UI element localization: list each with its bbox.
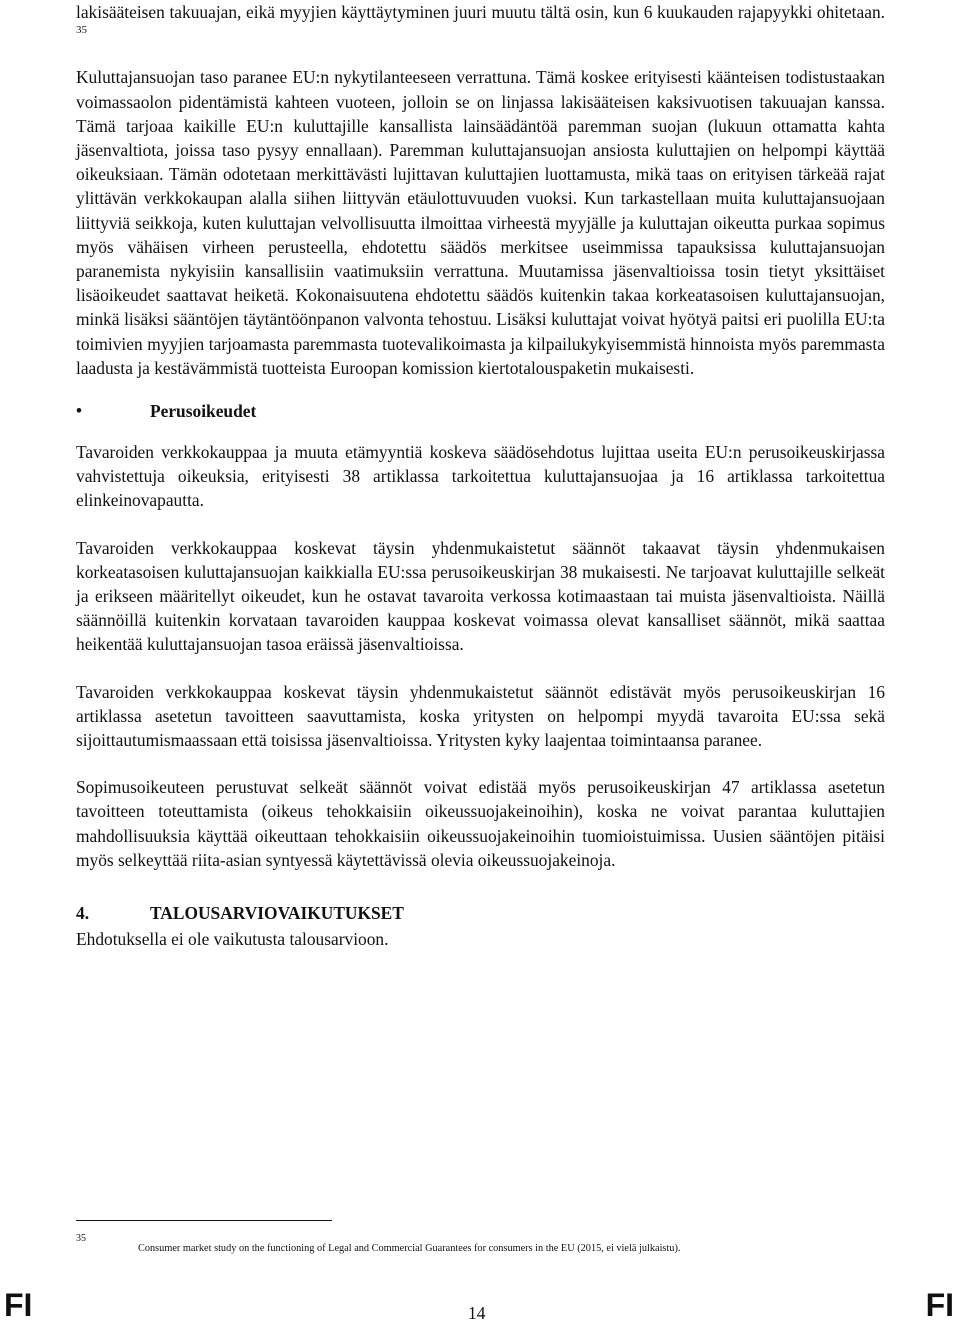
document-page <box>76 0 885 951</box>
bullet-icon: • <box>76 401 82 421</box>
paragraph-rights-4: Sopimusoikeuteen perustuvat selkeät säännöt voivat edistää myös perusoikeuskirjan 47 artiklassa asetetun tavoitteen toteuttamista (oikeus tehokkaisiin oikeussuojakeinoihin), koska ne voivat parantaa kuluttajien mahdollisuuksia käyttää oikeuttaan tehokkaisiin oikeussuojakeinoihin tuomioistuimissa. Uusien sääntöjen pitäisi myös selkeyttää riita-asian syntyessä käytettävissä olevia oikeussuojakeinoja. <box>76 777 885 870</box>
footnote-text: Consumer market study on the functioning of Legal and Commercial Guarantees for consumers in the EU (2015, ei vielä julkaistu). <box>138 1243 681 1254</box>
paragraph-rights-2: Tavaroiden verkkokauppaa koskevat täysin yhdenmukaistetut säännöt takaavat täysin yhdenmukaisen korkeatasoisen kuluttajansuojan kaikkialla EU:ssa perusoikeuskirjan 38 mukaisesti. Ne tarjoavat kuluttajille selkeät ja erikseen määritellyt oikeudet, kun he ostavat tavaroita verkossa kotimaastaan tai muista jäsenvaltioista. Näillä säännöillä kuitenkin korvataan tavaroiden kauppaa koskevat voimassa olevat kansalliset säännöt, mikä saattaa heikentää kuluttajansuojan tasoa eräissä jäsenvaltioissa. <box>76 537 885 655</box>
paragraph-budget: Ehdotuksella ei ole vaikutusta talousarvioon. <box>76 929 389 950</box>
paragraph-consumer-protection: Kuluttajansuojan taso paranee EU:n nykytilanteeseen verrattuna. Tämä koskee erityisesti käänteisen todistustaakan voimassaolon pidentämistä kahteen vuoteen, jolloin se on linjassa lakisääteisen kaksivuotisen takuuajan kanssa. Tämä tarjoaa kaikille EU:n kuluttajille kansallista lainsäädäntöä paremman suojan (lukuun ottamatta kahta jäsenvaltiota, joissa taso pysyy ennallaan). Paremman kuluttajansuojan ansiosta kuluttajien on helpompi käyttää oikeuksiaan. Tämän odotetaan merkittävästi lujittavan kuluttajien luottamusta, mikä taas on erityisen tärkeää rajat ylittävän verkkokaupan alalla siihen liittyvän etäulottuvuuden vuoksi. Kun tarkastellaan muita kuluttajansuojaan liittyviä seikkoja, kuten kuluttajan velvollisuutta ilmoittaa virheestä myyjälle ja kuluttajan oikeutta purkaa sopimus myös vähäisen virheen perusteella, ehdotettu säädös merkitsee useimmissa tapauksissa kuluttajansuojan paranemista nykyisiin kansallisiin vaatimuksiin verrattuna. Muutamissa jäsenvaltioissa tosin tietyt yksittäiset lisäoikeudet saattavat heiketä. Kokonaisuutena ehdotettu säädös kuitenkin takaa korkeatasoisen kuluttajansuojan, minkä lisäksi sääntöjen täytäntöönpanon valvonta tehostuu. Lisäksi kuluttajat voivat hyötyä paitsi eri puolilla EU:ta toimivien myyjien tarjoamasta paremmasta tuotevalikoimasta ja kilpailukykyisemmistä hinnoista myös paremmasta laadusta ja kestävämmistä tuotteista Euroopan komission kiertotalouspaketin mukaisesti. <box>76 67 885 378</box>
paragraph-rights-3: Tavaroiden verkkokauppaa koskevat täysin yhdenmukaistetut säännöt edistävät myös perusoikeuskirjan 16 artiklassa asetetun tavoitteen saavuttamista, koska yritysten on helpompi myydä tavaroita EU:ssa sekä sijoittautumismaassaan että toisissa jäsenvaltioissa. Yritysten kyky laajentaa toimintaansa paranee. <box>76 681 885 751</box>
footer-language-left: FI <box>4 1287 33 1323</box>
subsection-title: Perusoikeudet <box>150 400 257 421</box>
paragraph-continued <box>76 0 885 48</box>
subsection-heading <box>76 397 885 425</box>
section-heading <box>76 899 885 927</box>
footnote-reference[interactable]: 35 <box>76 24 87 37</box>
section-number: 4. <box>76 902 90 923</box>
footer-language-right: FI <box>925 1287 954 1323</box>
paragraph-rights-1: Tavaroiden verkkokauppaa ja muuta etämyyntiä koskeva säädösehdotus lujittaa useita EU:n perusoikeuskirjassa vahvistettuja oikeuksia, erityisesti 38 artiklassa tarkoitettua kuluttajansuojaa ja 16 artiklassa tarkoitettua elinkeinovapautta. <box>76 442 885 511</box>
footnote-number: 35 <box>76 1233 86 1244</box>
section-title: TALOUSARVIOVAIKUTUKSET <box>150 902 404 923</box>
footnote-divider <box>76 1220 332 1221</box>
page-number: 14 <box>468 1303 486 1323</box>
paragraph-continued-text: lakisääteisen takuuajan, eikä myyjien käyttäytyminen juuri muutu tältä osin, kun 6 kuukauden rajapyykki ohitetaan. <box>76 2 885 22</box>
